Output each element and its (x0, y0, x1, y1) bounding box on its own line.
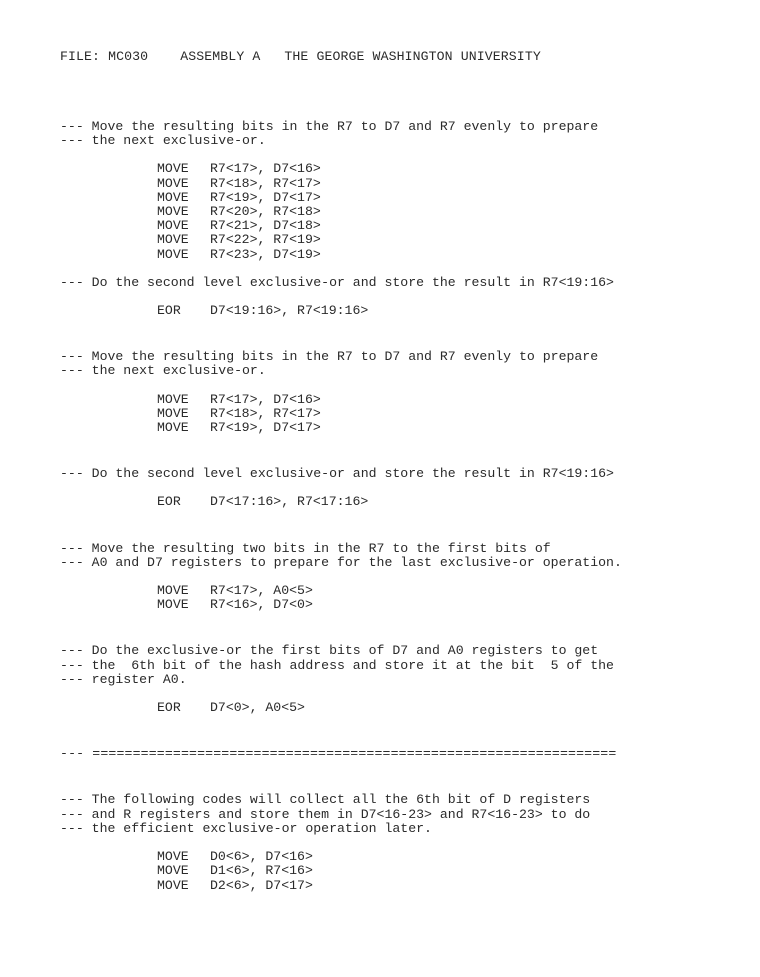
code-line (157, 407, 750, 421)
comment-line: --- Do the second level exclusive-or and store the result in R7<19:16> (60, 274, 614, 290)
opcode: MOVE (157, 420, 189, 436)
code-line (157, 177, 750, 191)
code-line (157, 701, 750, 715)
opcode: MOVE (157, 863, 189, 879)
opcode: MOVE (157, 246, 189, 262)
comment-line: --- Do the exclusive-or the first bits of D7 and A0 registers to get (60, 643, 599, 659)
operands: D7<17:16>, R7<17:16> (210, 494, 369, 510)
code-block (60, 495, 750, 509)
opcode: EOR (157, 494, 181, 510)
comment-line: --- the next exclusive-or. (60, 363, 266, 379)
code-line (157, 219, 750, 233)
operands: R7<19>, D7<17> (210, 420, 321, 436)
comment-line: --- and R registers and store them in D7<16-23> and R7<16-23> to do (60, 806, 591, 822)
operands: R7<17>, A0<5> (210, 583, 313, 599)
code-line (157, 850, 750, 864)
comment-line: --- Move the resulting two bits in the R7 to the first bits of (60, 540, 551, 556)
code-block (60, 701, 750, 715)
opcode: EOR (157, 303, 181, 319)
comment-line: --- the efficient exclusive-or operation later. (60, 820, 432, 836)
opcode: MOVE (157, 597, 189, 613)
document-body (60, 120, 750, 893)
header-assembly: ASSEMBLY A (180, 49, 261, 64)
code-block (60, 393, 750, 436)
code-block (60, 850, 750, 893)
operands: R7<18>, R7<17> (210, 175, 321, 191)
opcode: MOVE (157, 204, 189, 220)
operands: D7<19:16>, R7<19:16> (210, 303, 369, 319)
code-block (60, 304, 750, 318)
code-line (157, 864, 750, 878)
opcode: EOR (157, 700, 181, 716)
comment-line: --- The following codes will collect all the 6th bit of D registers (60, 792, 591, 808)
header-university: THE GEORGE WASHINGTON UNIVERSITY (284, 49, 541, 64)
opcode: MOVE (157, 175, 189, 191)
operands: R7<19>, D7<17> (210, 189, 321, 205)
opcode: MOVE (157, 218, 189, 234)
operands: D0<6>, D7<16> (210, 849, 313, 865)
code-line (157, 205, 750, 219)
comment-line: --- the next exclusive-or. (60, 133, 266, 149)
section-divider: --- ================================================================= (60, 747, 617, 762)
code-line (157, 393, 750, 407)
code-block (60, 162, 750, 261)
code-line (157, 495, 750, 509)
code-line (157, 598, 750, 612)
operands: R7<23>, D7<19> (210, 246, 321, 262)
operands: R7<17>, D7<16> (210, 391, 321, 407)
code-block (60, 584, 750, 612)
code-line (157, 233, 750, 247)
comment-line: --- A0 and D7 registers to prepare for the last exclusive-or operation. (60, 554, 622, 570)
opcode: MOVE (157, 405, 189, 421)
comment-line: --- Do the second level exclusive-or and store the result in R7<19:16> (60, 466, 614, 482)
operands: D2<6>, D7<17> (210, 877, 313, 893)
header-file: FILE: MC030 (60, 49, 149, 64)
operands: R7<16>, D7<0> (210, 597, 313, 613)
code-line (157, 879, 750, 893)
operands: R7<21>, D7<18> (210, 218, 321, 234)
code-line (157, 162, 750, 176)
operands: R7<17>, D7<16> (210, 161, 321, 177)
comment-line: --- Move the resulting bits in the R7 to D7 and R7 evenly to prepare (60, 119, 599, 134)
operands: R7<18>, R7<17> (210, 405, 321, 421)
code-line (157, 191, 750, 205)
comment-line: --- register A0. (60, 671, 187, 687)
opcode: MOVE (157, 189, 189, 205)
opcode: MOVE (157, 877, 189, 893)
code-line (157, 584, 750, 598)
opcode: MOVE (157, 232, 189, 248)
opcode: MOVE (157, 849, 189, 865)
operands: R7<22>, R7<19> (210, 232, 321, 248)
opcode: MOVE (157, 391, 189, 407)
code-line (157, 304, 750, 318)
code-line (157, 421, 750, 435)
operands: R7<20>, R7<18> (210, 204, 321, 220)
page-header (60, 49, 541, 64)
opcode: MOVE (157, 161, 189, 177)
opcode: MOVE (157, 583, 189, 599)
code-line (157, 248, 750, 262)
comment-line: --- Move the resulting bits in the R7 to D7 and R7 evenly to prepare (60, 349, 599, 365)
operands: D7<0>, A0<5> (210, 700, 305, 716)
comment-line: --- the 6th bit of the hash address and store it at the bit 5 of the (60, 657, 614, 673)
operands: D1<6>, R7<16> (210, 863, 313, 879)
